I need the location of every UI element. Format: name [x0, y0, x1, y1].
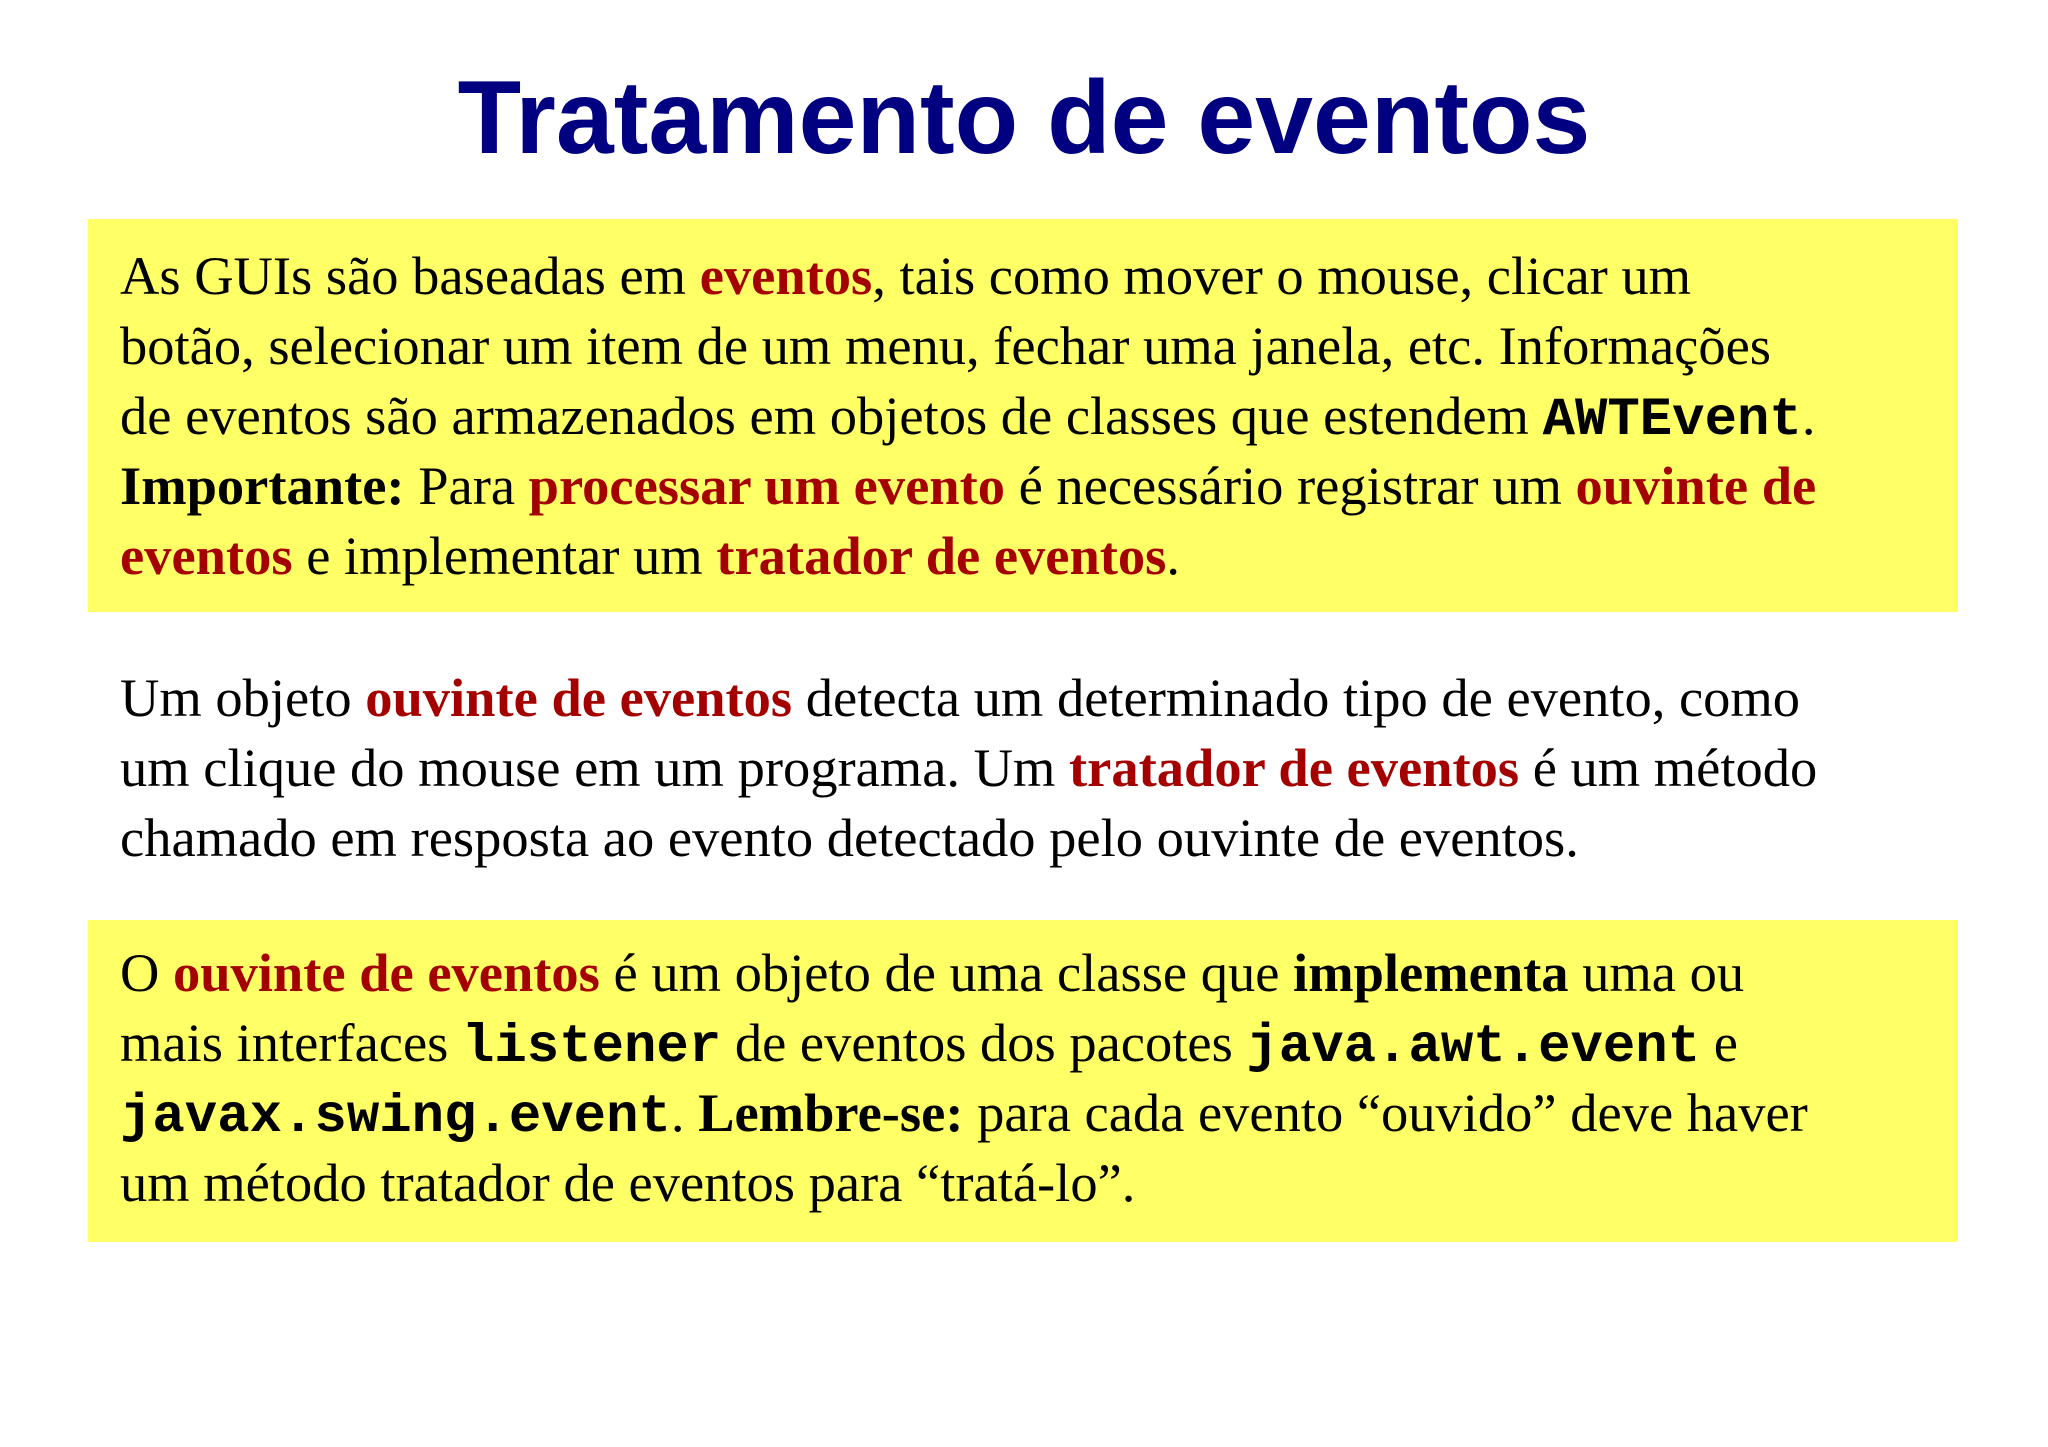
text-run: e [1700, 1012, 1738, 1073]
text-run: e implementar um [292, 525, 717, 586]
text-run: para cada evento “ouvido” deve haver [963, 1082, 1808, 1143]
text-line [120, 938, 1958, 1008]
text-line [120, 663, 1958, 733]
text-line [120, 451, 1958, 521]
highlight-term: tratador de eventos [1069, 737, 1520, 798]
intro-textbox [88, 219, 1958, 612]
text-run: Para [404, 455, 529, 516]
text-run: uma ou [1568, 942, 1745, 1003]
highlight-term: eventos [699, 245, 873, 306]
listener-textbox [88, 641, 1958, 891]
text-line [120, 521, 1958, 591]
text-line [120, 1078, 1958, 1148]
text-run: um clique do mouse em um programa. Um [120, 737, 1070, 798]
highlight-term: ouvinte de [1575, 455, 1817, 516]
highlight-term: tratador de eventos [716, 525, 1167, 586]
text-line: botão, selecionar um item de um menu, fechar uma janela, etc. Informações [120, 315, 1771, 376]
text-run: As GUIs são baseadas em [120, 245, 700, 306]
text-line [120, 381, 1958, 451]
highlight-term: ouvinte de eventos [365, 667, 793, 728]
bold-label: Lembre-se: [698, 1082, 964, 1143]
bold-term: implementa [1293, 942, 1569, 1003]
text-run: de eventos dos pacotes [721, 1012, 1247, 1073]
text-run: Um objeto [120, 667, 366, 728]
text-line [120, 733, 1958, 803]
code-term: java.awt.event [1246, 1017, 1701, 1078]
code-term: javax.swing.event [120, 1087, 671, 1148]
code-term: listener [461, 1017, 722, 1078]
text-run: . [1801, 385, 1816, 446]
interface-textbox [88, 920, 1958, 1242]
text-run: é um método [1519, 737, 1818, 798]
bold-label: Importante: [120, 455, 405, 516]
highlight-term: ouvinte de eventos [172, 942, 600, 1003]
text-run: , tais como mover o mouse, clicar um [872, 245, 1692, 306]
text-line [120, 241, 1958, 311]
text-run: é necessário registrar um [1004, 455, 1576, 516]
text-line [120, 1008, 1958, 1078]
text-line: um método tratador de eventos para “tratá-lo”. [120, 1152, 1136, 1213]
highlight-term: processar um evento [528, 455, 1005, 516]
text-run: mais interfaces [120, 1012, 462, 1073]
text-run: de eventos são armazenados em objetos de classes que estendem [120, 385, 1543, 446]
text-run: . [1166, 525, 1181, 586]
code-term: AWTEvent [1542, 390, 1802, 451]
text-run: O [120, 942, 173, 1003]
text-run: é um objeto de uma classe que [599, 942, 1294, 1003]
text-run: . [670, 1082, 699, 1143]
slide-title: Tratamento de eventos [457, 60, 1591, 176]
text-run: detecta um determinado tipo de evento, como [792, 667, 1801, 728]
text-line: chamado em resposta ao evento detectado pelo ouvinte de eventos. [120, 807, 1579, 868]
highlight-term: eventos [120, 525, 293, 586]
